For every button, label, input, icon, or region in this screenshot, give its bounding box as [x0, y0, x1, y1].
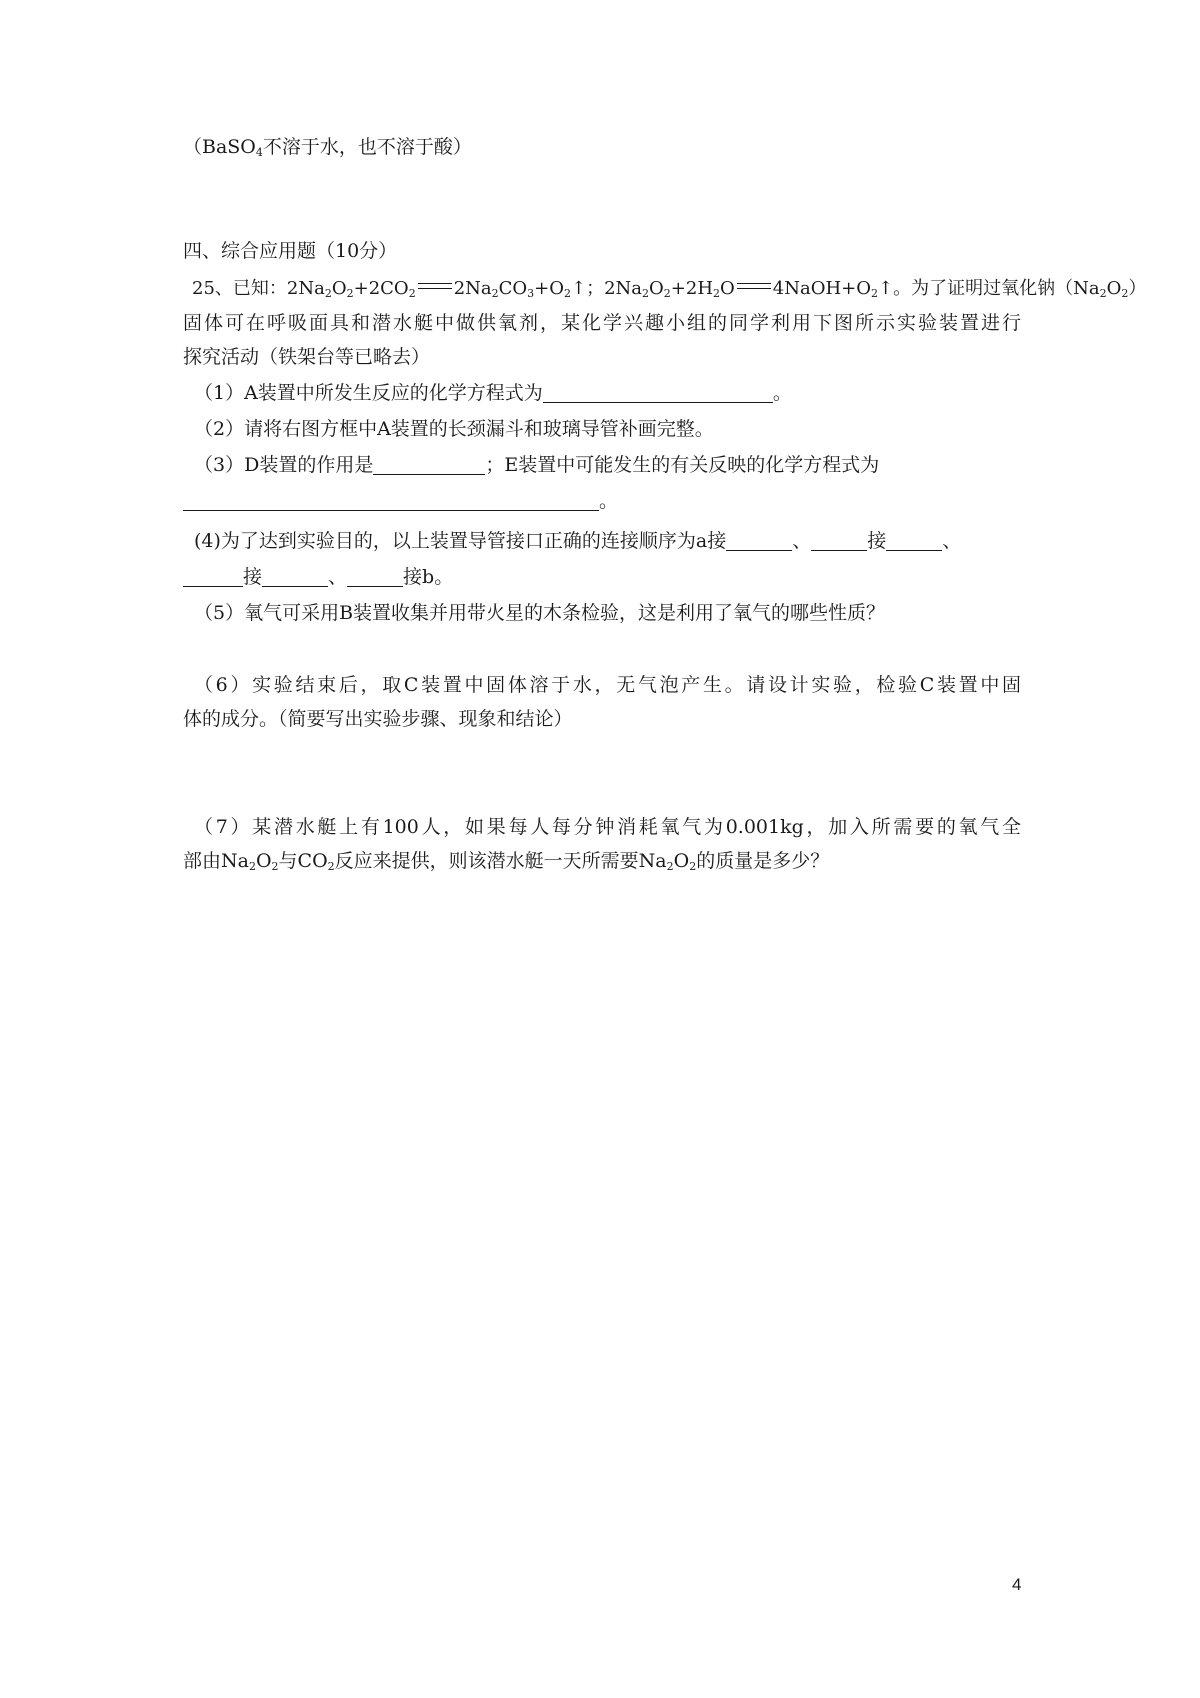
part-7-line1: （7）某潜水艇上有100人，如果每人每分钟消耗氧气为0.001kg，加入所需要的氧气全: [194, 816, 1021, 838]
equation-2: $2Na_2O_2+2H_2O$ $4NaOH+O_2↑$: [604, 278, 894, 300]
part-6-line1: （6）实验结束后，取C装置中固体溶于水，无气泡产生。请设计实验，检验C装置中固: [194, 674, 1021, 696]
answer-blank-4b[interactable]: [811, 530, 867, 551]
equation-1: $2Na_2O_2+2CO_2$ $2Na_2CO_3+O_2↑$: [286, 278, 587, 300]
answer-blank-4a[interactable]: [726, 530, 792, 551]
question-25-intro-line1: 25、已知：$2Na_2O_2+2CO_2$ $2Na_2CO_3+O_2↑$；$2Na_2O_2+2H_2O$ $4NaOH+O_2↑$。为了证明过氧化钠$(Na_2O_2)$: [192, 278, 1147, 300]
answer-blank-4c[interactable]: [886, 530, 942, 551]
known-label: 25、已知：: [192, 278, 287, 299]
part-5: （5）氧气可采用B装置收集并用带火星的木条检验，这是利用了氧气的哪些性质？: [194, 602, 886, 624]
answer-blank-4e[interactable]: [262, 566, 328, 587]
part-1: （1）A装置中所发生反应的化学方程式为 。: [194, 382, 792, 404]
part-6-line2: 体的成分。（简要写出实验步骤、现象和结论）: [183, 708, 573, 730]
part-4-line1: (4)为了达到实验目的，以上装置导管接口正确的连接顺序为a接 、 接 、: [194, 530, 962, 552]
answer-blank-1[interactable]: [543, 382, 773, 403]
answer-blank-4f[interactable]: [347, 566, 403, 587]
answer-blank-4d[interactable]: [183, 566, 243, 587]
purpose-start: 。为了证明过氧化钠$(Na_2O_2)$: [893, 278, 1147, 300]
part-3-line2: 。: [183, 488, 618, 514]
part-2: （2）请将右图方框中A装置的长颈漏斗和玻璃导管补画完整。: [194, 418, 714, 440]
solubility-note: （BaSO$_4$不溶于水，也不溶于酸）: [183, 136, 472, 159]
page-number: 4: [1012, 1575, 1022, 1594]
answer-blank-3a[interactable]: [373, 454, 485, 475]
question-25-intro-line2: 固体可在呼吸面具和潜水艇中做供氧剂，某化学兴趣小组的同学利用下图所示实验装置进行: [183, 312, 1021, 334]
part-4-line2: 接 、 接b。: [183, 564, 453, 590]
section-heading: 四、综合应用题（10分）: [183, 240, 398, 262]
question-25-intro-line3: 探究活动（铁架台等已略去）: [183, 346, 431, 368]
part-7-line2: 部由$Na_2O_2$与$CO_2$反应来提供，则该潜水艇一天所需要$Na_2O_2$的质量是多少？: [183, 850, 830, 873]
answer-blank-3b[interactable]: [183, 490, 599, 511]
part-3-line1: （3）D装置的作用是 ；E装置中可能发生的有关反映的化学方程式为: [194, 454, 880, 476]
